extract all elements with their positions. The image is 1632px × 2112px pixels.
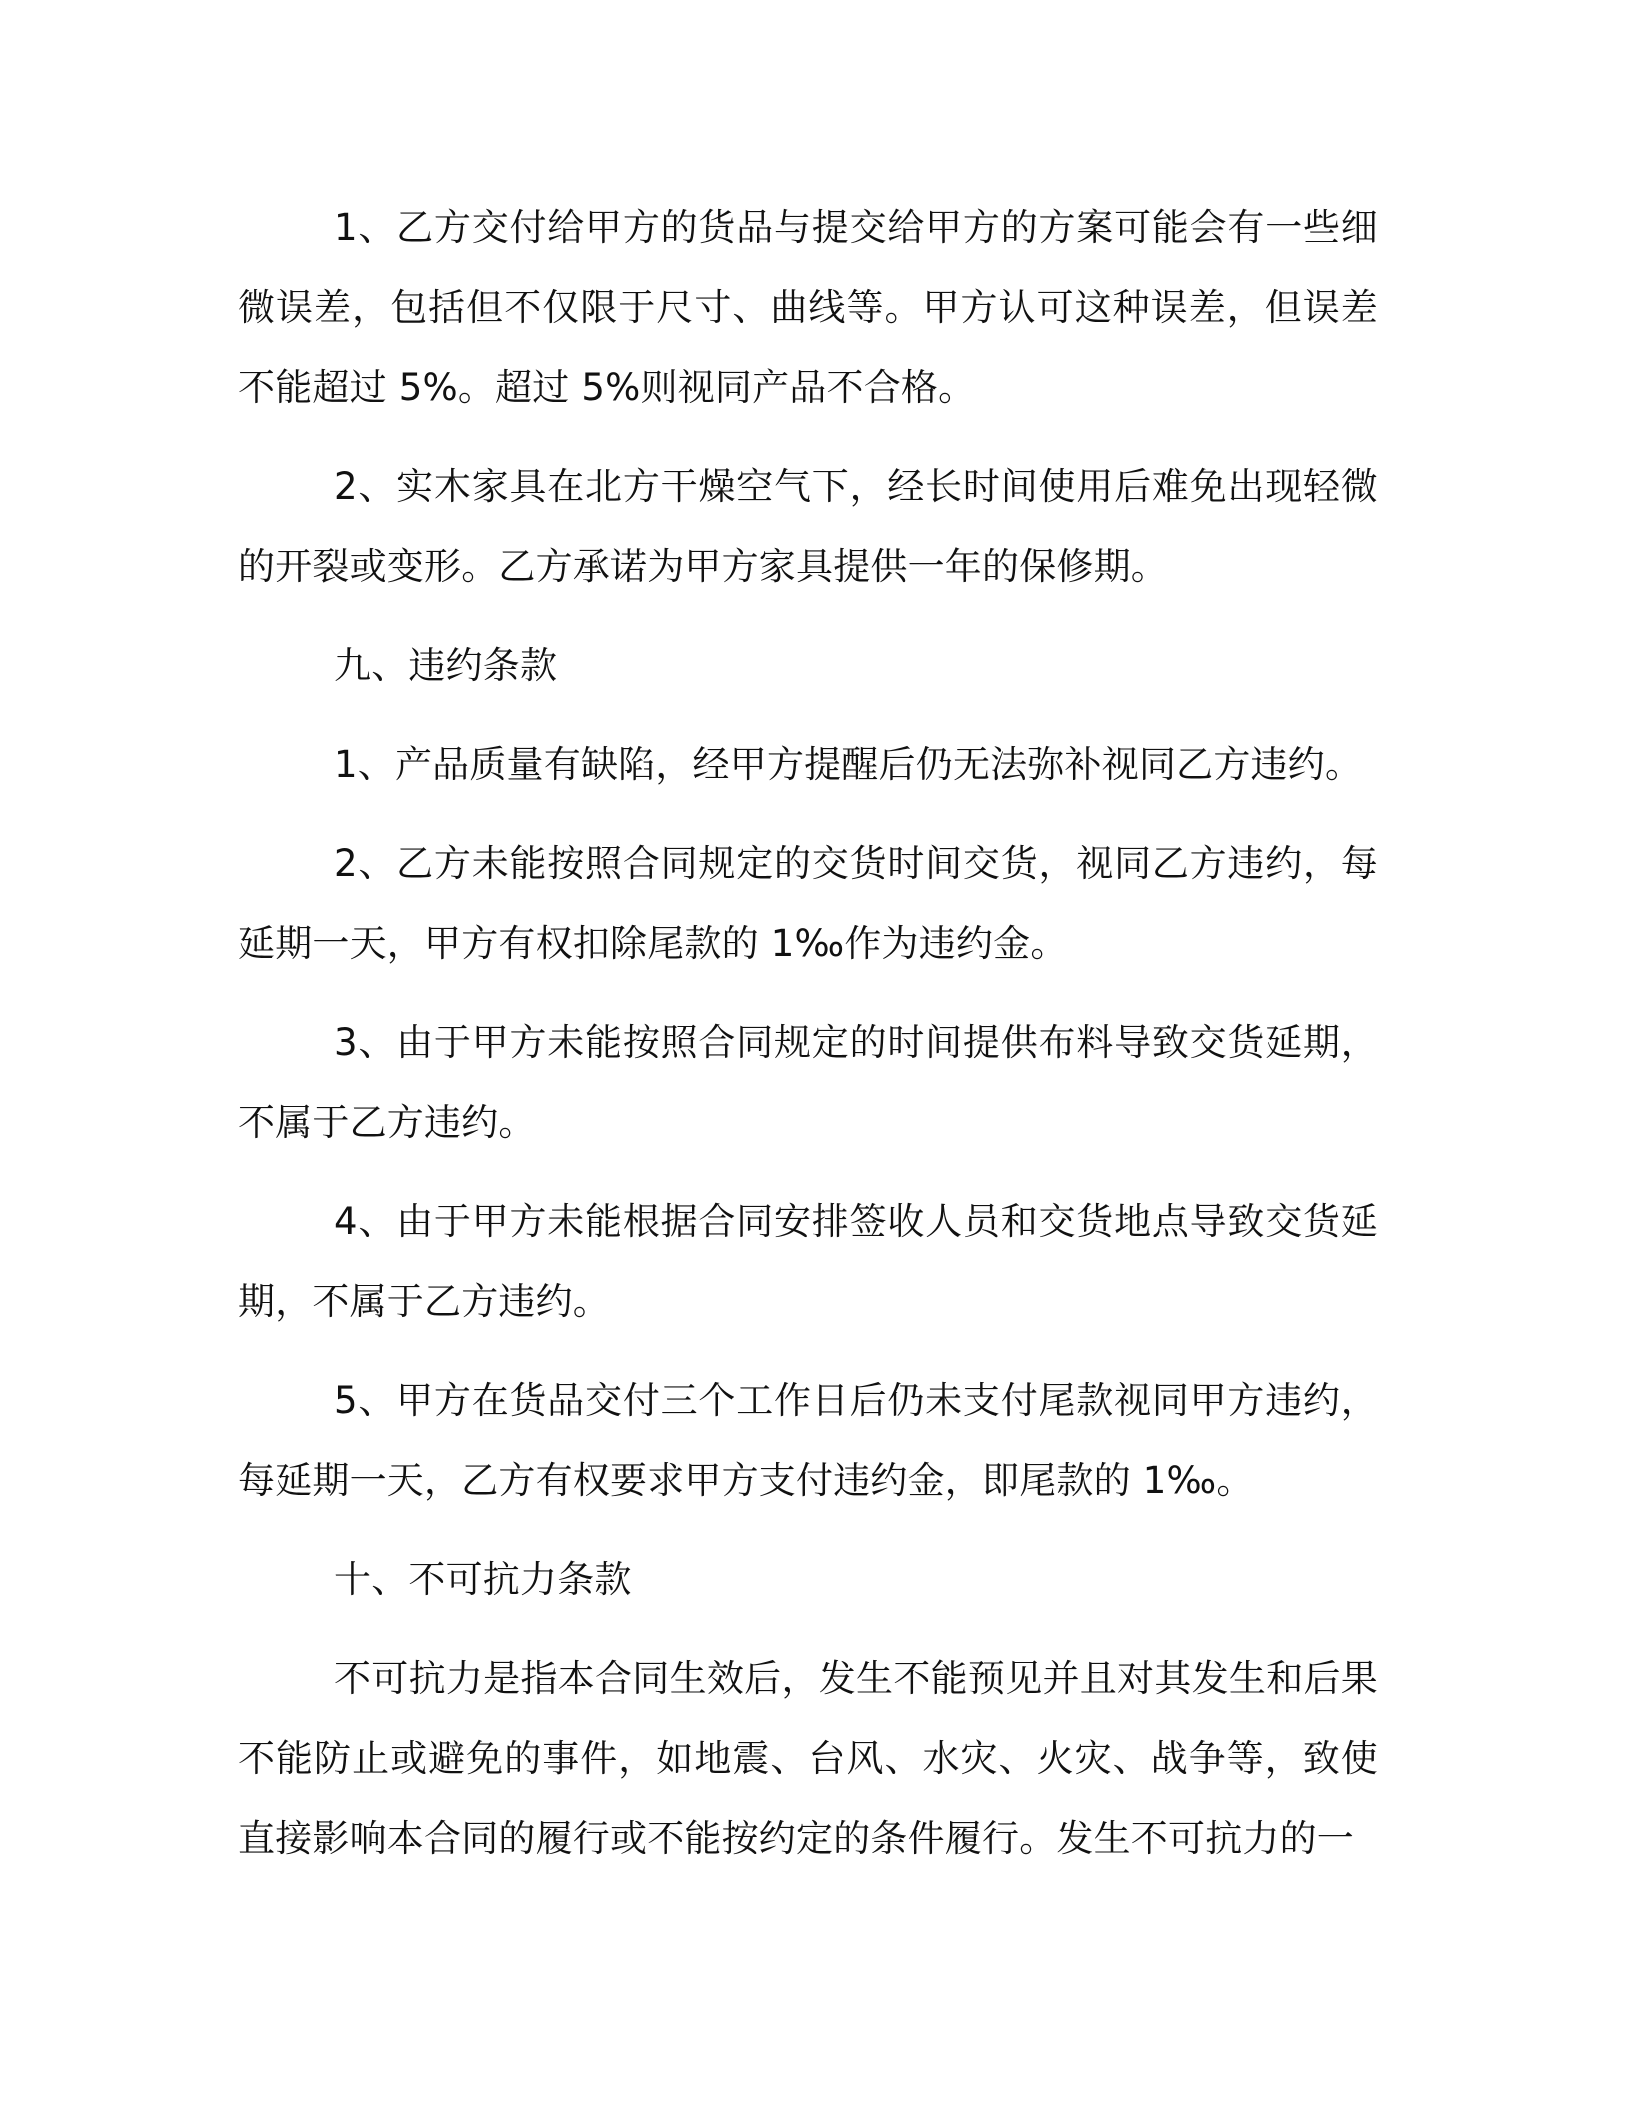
paragraph-breach-5: 5、甲方在货品交付三个工作日后仍未支付尾款视同甲方违约，每延期一天，乙方有权要求甲方支付违约金，即尾款的 1‰。: [238, 1379, 1378, 1502]
section-heading-force-majeure: 十、不可抗力条款: [334, 1558, 632, 1601]
paragraph-breach-1: 1、产品质量有缺陷，经甲方提醒后仍无法弥补视同乙方违约。: [334, 743, 1363, 786]
document-body: [238, 188, 1378, 1898]
paragraph-clause-8-1: 1、乙方交付给甲方的货品与提交给甲方的方案可能会有一些细微误差，包括但不仅限于尺寸、曲线等。甲方认可这种误差，但误差不能超过 5%。超过 5%则视同产品不合格。: [238, 206, 1378, 409]
paragraph-clause-8-2: 2、实木家具在北方干燥空气下，经长时间使用后难免出现轻微的开裂或变形。乙方承诺为甲方家具提供一年的保修期。: [238, 465, 1378, 588]
paragraph-breach-3: 3、由于甲方未能按照合同规定的时间提供布料导致交货延期，不属于乙方违约。: [238, 1021, 1378, 1144]
section-heading-breach: 九、违约条款: [334, 644, 558, 687]
paragraph-force-majeure: 不可抗力是指本合同生效后，发生不能预见并且对其发生和后果不能防止或避免的事件，如地震、台风、水灾、火灾、战争等，致使直接影响本合同的履行或不能按约定的条件履行。发生不可抗力的一: [238, 1657, 1378, 1860]
paragraph-breach-2: 2、乙方未能按照合同规定的交货时间交货，视同乙方违约，每延期一天，甲方有权扣除尾款的 1‰作为违约金。: [238, 842, 1378, 965]
paragraph-breach-4: 4、由于甲方未能根据合同安排签收人员和交货地点导致交货延期，不属于乙方违约。: [238, 1200, 1378, 1323]
